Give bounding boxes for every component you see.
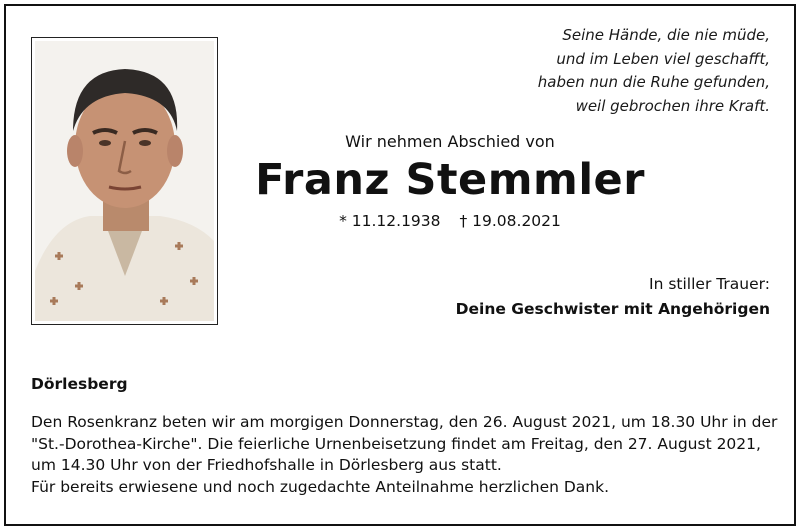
body-line: Den Rosenkranz beten wir am morgigen Donnerstag, den 26. August 2021, um 18.30 Uhr in der (31, 413, 778, 431)
mourners-names: Deine Geschwister mit Angehörigen (455, 300, 770, 318)
death-date: † 19.08.2021 (459, 212, 561, 230)
poem-line: und im Leben viel geschafft, (556, 49, 770, 68)
poem-line: haben nun die Ruhe gefunden, (537, 73, 770, 91)
poem-line: weil gebrochen ihre Kraft. (575, 96, 770, 115)
birth-date: * 11.12.1938 (339, 212, 441, 230)
body-line: "St.-Dorothea-Kirche". Die feierliche Urnenbeisetzung findet am Freitag, den 27. August 2021, (31, 434, 761, 453)
farewell-intro: Wir nehmen Abschied von (345, 132, 555, 151)
poem (538, 24, 770, 118)
place-name: Dörlesberg (31, 375, 128, 393)
deceased-name: Franz Stemmler (255, 155, 645, 205)
body-line: um 14.30 Uhr von der Friedhofshalle in Dörlesberg aus statt. (31, 456, 502, 474)
life-dates (300, 212, 600, 230)
poem-line: Seine Hände, die nie müde, (562, 26, 770, 44)
mourning-label: In stiller Trauer: (649, 275, 770, 293)
body-line: Für bereits erwiesene und noch zugedachte Anteilnahme herzlichen Dank. (31, 477, 610, 496)
mourners-block (456, 272, 770, 322)
portrait-photo (31, 37, 218, 325)
service-details (31, 412, 776, 498)
